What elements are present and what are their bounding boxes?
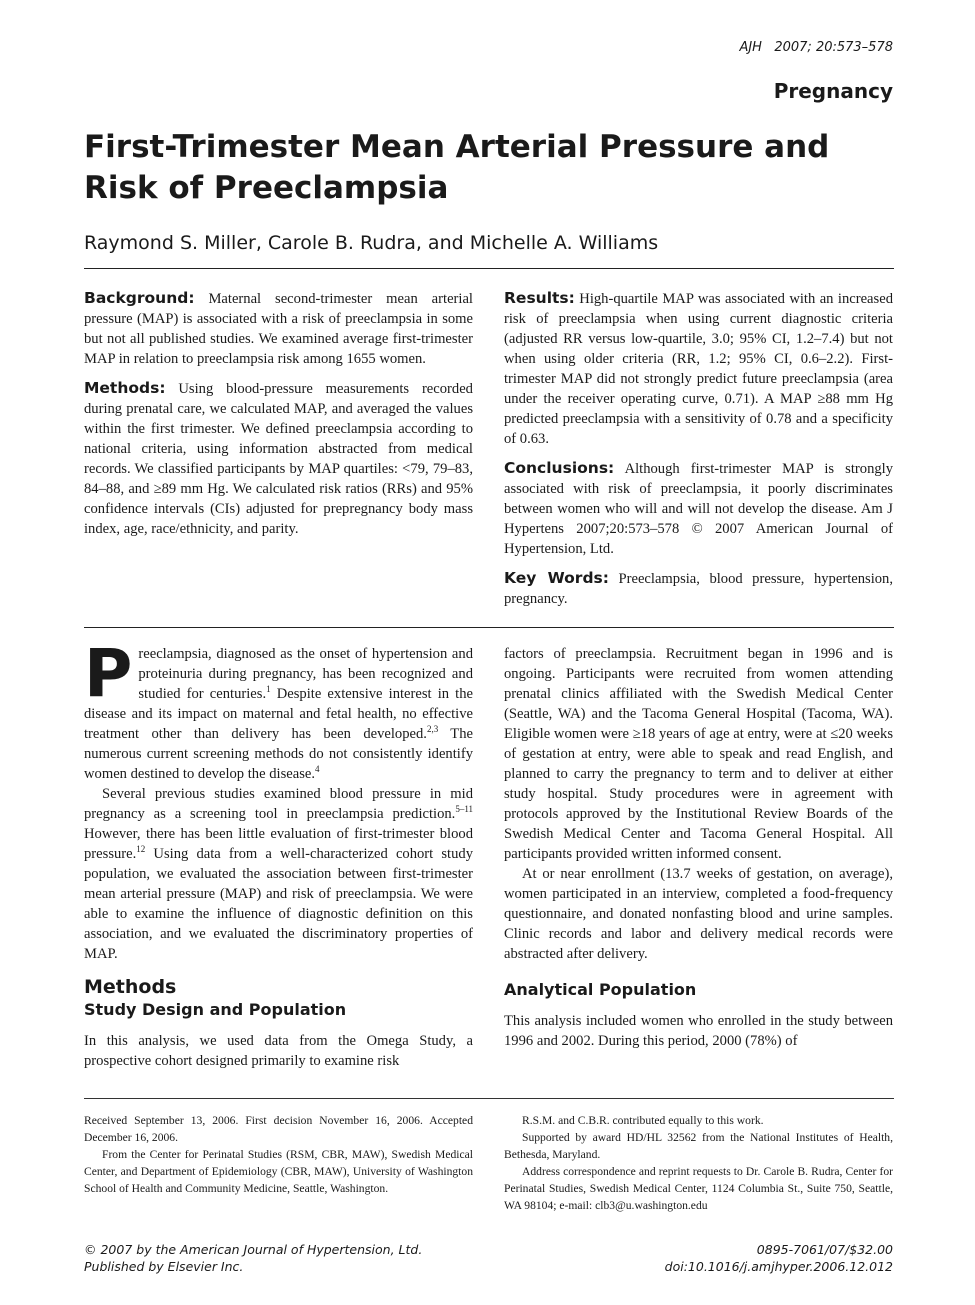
abstract-methods (84, 378, 473, 539)
article-title: First-Trimester Mean Arterial Pressure and Risk of Preeclampsia (84, 129, 830, 206)
page-footer-left (84, 1241, 422, 1275)
ref-2-3: 2,3 (426, 724, 439, 735)
address-note: Address correspondence and reprint requests to Dr. Carole B. Rudra, Center for Perinatal Studies, Swedish Medical Center, 1124 Columbia St., Suite 750, Seattle, WA 98104; e-mail: clb3@u.washington.edu (504, 1165, 893, 1212)
recruitment-paragraph: factors of preeclampsia. Recruitment began in 1996 and is ongoing. Participants were recruited from women attending prenatal clinics affiliated with the Swedish Medical Center (Seattle, WA) and the Tacoma General Hospital (Tacoma, WA). Eligible women were ≥18 years of age at entry, were at ≤20 weeks of gestation at entry, were able to speak and read English, and planned to carry the pregnancy to term and to deliver at either study hospital. Study procedures were in agreement with protocols approved by the Institutional Review Boards of the Swedish Medical Center and Tacoma General Hospital. All participants provided written informed consent. (504, 646, 893, 862)
body-right-column (504, 644, 893, 1051)
analytical-population-paragraph: This analysis included women who enrolled in the study between 1996 and 2002. During this period, 2000 (78%) of (504, 1013, 893, 1049)
footnotes-right (504, 1112, 893, 1214)
conclusions-text: Although first-trimester MAP is strongly associated with risk of preeclampsia, it poorly discriminates between women who will and will not develop the disease. Am J Hypertens 2007;20:573–578 © 2007 American Journal of Hypertension, Ltd. (504, 461, 894, 557)
contribution-note: R.S.M. and C.B.R. contributed equally to this work. (522, 1114, 764, 1127)
abstract-left-column (84, 288, 473, 539)
author-list: Raymond S. Miller, Carole B. Rudra, and Michelle A. Williams (84, 232, 659, 254)
methods-label: Methods: (84, 379, 166, 397)
methods-text: Using blood-pressure measurements recorded during prenatal care, we calculated MAP, and averaged the values within the first trimester. We defined preeclampsia according to national criteria, using information abstracted from medical records. We classified participants by MAP quartiles: <79, 79–83, 84–88, and ≥89 mm Hg. We calculated risk ratios (RRs) and 95% confidence intervals (CIs) adjusted for prepregnancy body mass index, age, race/ethnicity, and parity. (84, 381, 473, 537)
page-footer-right (665, 1241, 893, 1275)
intro1-text-a: reeclampsia, diagnosed as the onset of hypertension and proteinuria during pregnancy, has been recognized and studied for centuries. (138, 646, 473, 702)
section-label: Pregnancy (773, 79, 893, 103)
background-label: Background: (84, 289, 195, 307)
abstract-divider (84, 627, 894, 628)
title-divider (84, 268, 894, 269)
intro-paragraph-1 (84, 635, 473, 784)
intro1-text-c: The numerous current screening methods do not consistently identify women destined to develop the disease. (84, 726, 473, 782)
study-design-paragraph: In this analysis, we used data from the Omega Study, a prospective cohort designed primarily to examine risk (84, 1033, 473, 1069)
abstract-keywords (504, 568, 893, 609)
footnotes-left (84, 1112, 473, 1197)
issn-line: 0895-7061/07/$32.00 (756, 1242, 893, 1257)
publisher-line: Published by Elsevier Inc. (84, 1259, 244, 1274)
abstract-right-column (504, 288, 893, 609)
results-text: High-quartile MAP was associated with an increased risk of preeclampsia when using current diagnostic criteria (adjusted RR versus low-quartile, 3.0; 95% CI, 1.2–7.4) but not when using older criteria (RR, 1.2; 95% CI, 0.6–2.2). First-trimester MAP did not strongly predict future preeclampsia (area under the receiver operating curve, 0.71). A MAP ≥88 mm Hg predicted preeclampsia with a sensitivity of 0.78 and a specificity of 0.63. (504, 291, 893, 447)
affiliation-note: From the Center for Perinatal Studies (RSM, CBR, MAW), Swedish Medical Center, and Department of Epidemiology (CBR, MAW), University of Washington School of Health and Community Medicine, Seattle, Washington. (84, 1148, 473, 1195)
results-label: Results: (504, 289, 575, 307)
copyright-line: © 2007 by the American Journal of Hypertension, Ltd. (84, 1242, 423, 1257)
intro1-text-b: Despite extensive interest in the disease and its impact on maternal and fetal health, no effective treatment other than delivery has been developed. (84, 686, 473, 742)
abstract-background (84, 288, 473, 369)
keywords-text: Preeclampsia, blood pressure, hypertension, pregnancy. (504, 571, 893, 607)
methods-heading: Methods (84, 976, 177, 998)
ref-5-11: 5–11 (455, 804, 473, 815)
drop-cap: P (84, 635, 133, 712)
keywords-label: Key Words: (504, 569, 609, 587)
abstract-conclusions (504, 458, 893, 559)
intro-paragraph-2 (84, 784, 473, 964)
ref-4: 4 (315, 764, 320, 775)
enrollment-paragraph: At or near enrollment (13.7 weeks of gestation, on average), women participated in an interview, completed a food-frequency questionnaire, and donated nonfasting blood and urine samples. Clinic records and labor and delivery medical records were abstracted after delivery. (504, 866, 893, 962)
ref-1: 1 (266, 684, 271, 695)
study-design-heading: Study Design and Population (84, 1000, 347, 1019)
body-left-column (84, 635, 473, 1071)
abstract-results (504, 288, 893, 449)
background-text: Maternal second-trimester mean arterial pressure (MAP) is associated with a risk of preeclampsia in some but not all published studies. We examined average first-trimester MAP in relation to preeclampsia risk among 1655 women. (84, 291, 473, 367)
journal-reference: AJH 2007; 20:573–578 (739, 40, 893, 55)
doi-line: doi:10.1016/j.amjhyper.2006.12.012 (664, 1259, 893, 1274)
intro2-text-c: Using data from a well-characterized cohort study population, we evaluated the association between first-trimester mean arterial pressure (MAP) and risk of preeclampsia. We were able to examine the influence of diagnostic definition on this association, and we evaluated the discriminatory properties of MAP. (84, 846, 473, 962)
ref-12: 12 (136, 844, 146, 855)
support-note: Supported by award HD/HL 32562 from the National Institutes of Health, Bethesda, Maryland. (504, 1131, 893, 1161)
received-dates: Received September 13, 2006. First decision November 16, 2006. Accepted December 16, 2006. (84, 1114, 473, 1144)
analytical-population-heading: Analytical Population (504, 980, 697, 999)
conclusions-label: Conclusions: (504, 459, 615, 477)
footnote-divider (84, 1098, 894, 1099)
intro2-text-b: However, there has been little evaluation of first-trimester blood pressure. (84, 826, 473, 862)
intro2-text-a: Several previous studies examined blood pressure in mid pregnancy as a screening tool in preeclampsia prediction. (84, 786, 473, 822)
